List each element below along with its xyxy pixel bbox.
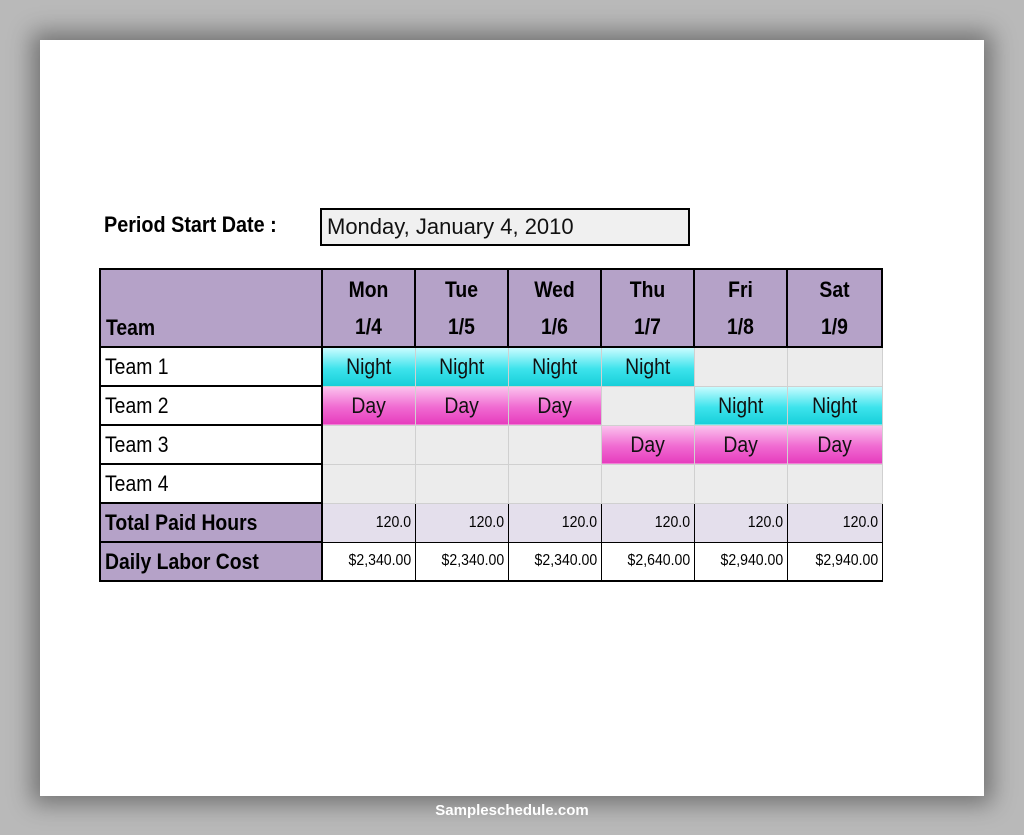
shift-cell[interactable] — [787, 464, 882, 503]
shift-cell[interactable] — [694, 464, 787, 503]
labor-cost-cell: $2,340.00 — [322, 542, 415, 581]
shift-cell[interactable]: Night — [787, 386, 882, 425]
shift-cell[interactable] — [787, 347, 882, 386]
shift-cell[interactable]: Day — [787, 425, 882, 464]
labor-cost-cell: $2,340.00 — [508, 542, 601, 581]
shift-cell[interactable] — [415, 464, 508, 503]
daily-labor-cost-row — [100, 542, 882, 581]
labor-cost-cell: $2,340.00 — [415, 542, 508, 581]
site-watermark: Sampleschedule.com — [435, 802, 589, 819]
team-name-cell: Team 3 — [100, 425, 322, 464]
shift-cell[interactable] — [508, 464, 601, 503]
shift-cell[interactable]: Day — [601, 425, 694, 464]
table-header-row — [100, 269, 882, 347]
paid-hours-cell: 120.0 — [787, 503, 882, 542]
shift-cell[interactable]: Day — [415, 386, 508, 425]
labor-cost-cell: $2,940.00 — [787, 542, 882, 581]
team-schedule-table — [99, 268, 883, 582]
shift-cell[interactable]: Night — [601, 347, 694, 386]
shift-cell[interactable]: Day — [322, 386, 415, 425]
day-header-mon: Mon 1/4 — [322, 269, 415, 347]
table-row — [100, 425, 882, 464]
shift-cell[interactable]: Night — [322, 347, 415, 386]
shift-cell[interactable]: Night — [415, 347, 508, 386]
period-start-date-field[interactable]: Monday, January 4, 2010 — [320, 208, 690, 246]
shift-cell[interactable] — [601, 464, 694, 503]
shift-cell[interactable] — [694, 347, 787, 386]
table-row — [100, 386, 882, 425]
shift-cell[interactable] — [322, 464, 415, 503]
day-header-tue: Tue 1/5 — [415, 269, 508, 347]
shift-cell[interactable]: Night — [694, 386, 787, 425]
team-column-header: Team — [100, 269, 322, 347]
paid-hours-cell: 120.0 — [694, 503, 787, 542]
shift-cell[interactable]: Day — [508, 386, 601, 425]
shift-cell[interactable] — [508, 425, 601, 464]
period-start-label: Period Start Date : — [104, 212, 277, 237]
day-header-thu: Thu 1/7 — [601, 269, 694, 347]
paid-hours-cell: 120.0 — [322, 503, 415, 542]
team-name-cell: Team 1 — [100, 347, 322, 386]
day-header-fri: Fri 1/8 — [694, 269, 787, 347]
day-header-sat: Sat 1/9 — [787, 269, 882, 347]
labor-cost-cell: $2,640.00 — [601, 542, 694, 581]
shift-cell[interactable]: Day — [694, 425, 787, 464]
paid-hours-cell: 120.0 — [508, 503, 601, 542]
shift-cell[interactable]: Night — [508, 347, 601, 386]
day-header-wed: Wed 1/6 — [508, 269, 601, 347]
labor-cost-cell: $2,940.00 — [694, 542, 787, 581]
team-name-cell: Team 2 — [100, 386, 322, 425]
shift-cell[interactable] — [415, 425, 508, 464]
paid-hours-cell: 120.0 — [601, 503, 694, 542]
table-row — [100, 464, 882, 503]
daily-labor-cost-label: Daily Labor Cost — [100, 542, 322, 581]
shift-cell[interactable] — [322, 425, 415, 464]
team-name-cell: Team 4 — [100, 464, 322, 503]
total-paid-hours-row — [100, 503, 882, 542]
total-paid-hours-label: Total Paid Hours — [100, 503, 322, 542]
table-row — [100, 347, 882, 386]
paid-hours-cell: 120.0 — [415, 503, 508, 542]
shift-cell[interactable] — [601, 386, 694, 425]
